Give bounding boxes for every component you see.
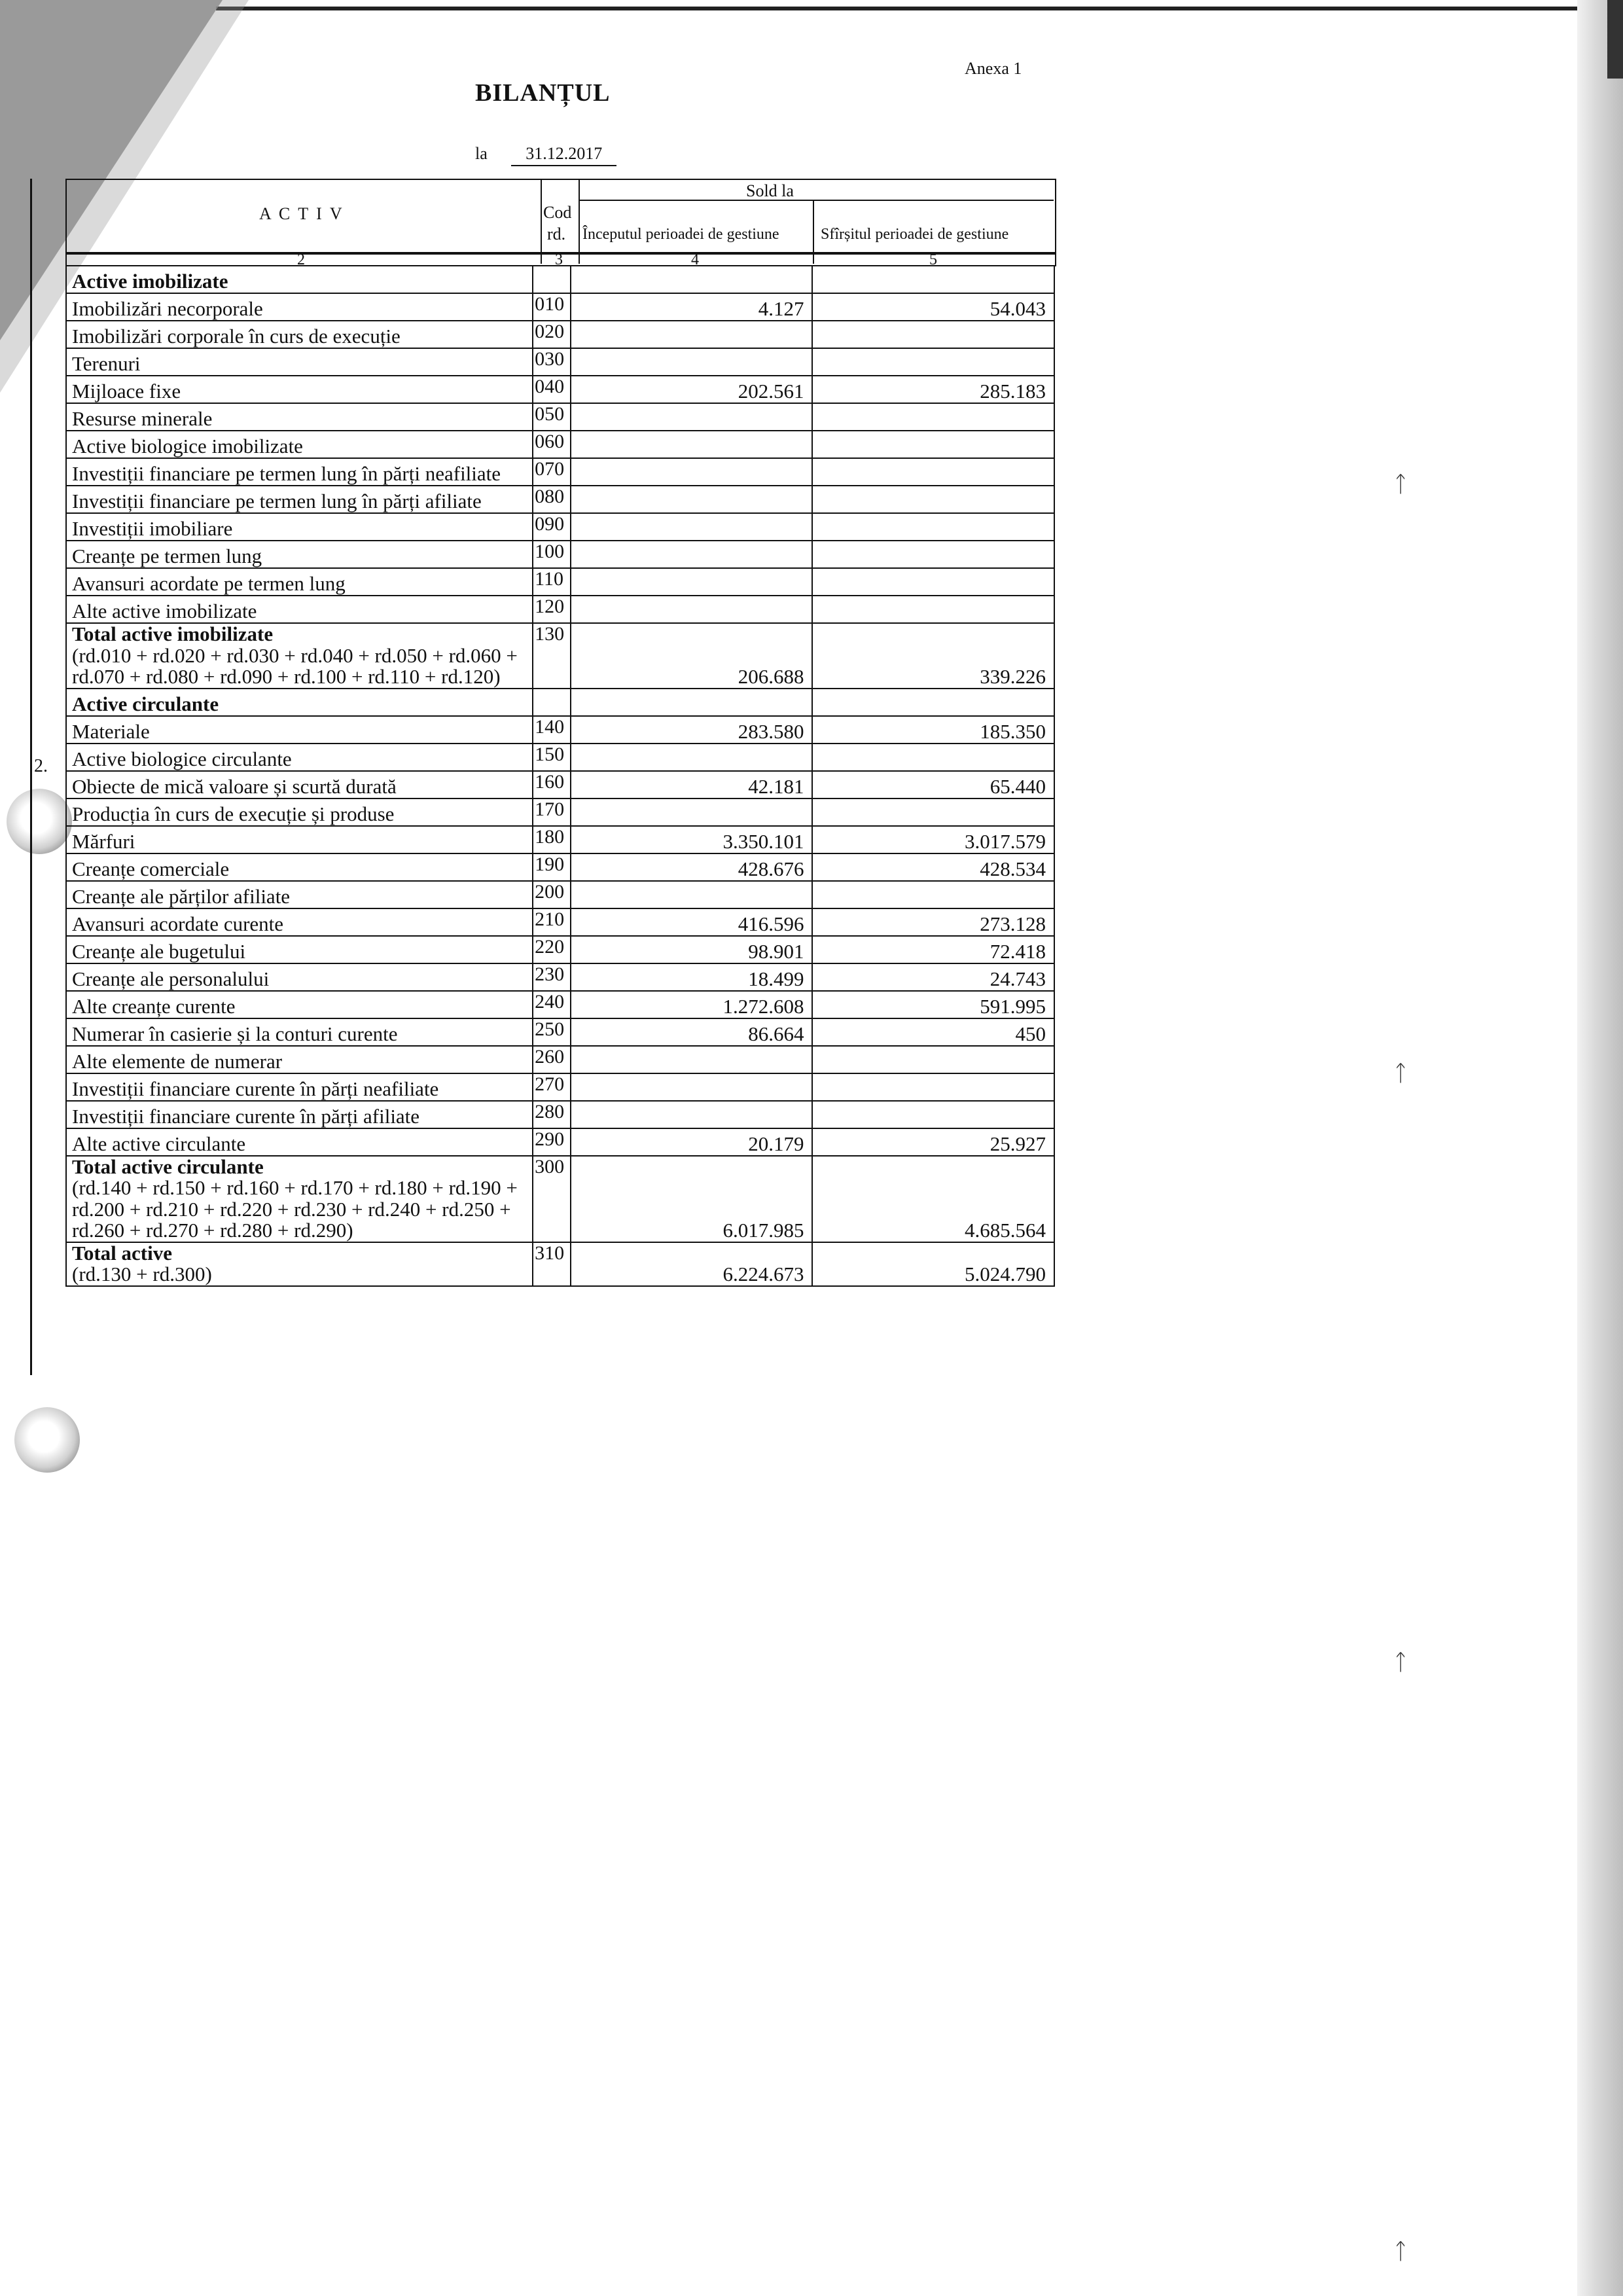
row-label: Producția în curs de execuție și produse [66,798,533,826]
row-code: 070 [533,458,571,486]
column-number-3: 3 [555,251,563,268]
table-row [66,963,1054,991]
table-row [66,486,1054,513]
row-code: 260 [533,1046,571,1073]
header-col-end: Sfîrșitul perioadei de gestiune [821,226,1009,243]
value-start [571,798,812,826]
value-end: 4.685.564 [812,1156,1054,1242]
row-label: Investiții imobiliare [66,513,533,541]
row-code: 010 [533,293,571,321]
row-label: Alte creanțe curente [66,991,533,1018]
row-code [533,266,571,293]
table-row [66,853,1054,881]
table-row [66,1101,1054,1128]
row-label: Resurse minerale [66,403,533,431]
section-row [66,689,1054,716]
row-label: Active circulante [66,689,533,716]
row-label: Creanțe comerciale [66,853,533,881]
value-end: 3.017.579 [812,826,1054,853]
value-end: 24.743 [812,963,1054,991]
value-start: 416.596 [571,908,812,936]
row-code: 240 [533,991,571,1018]
value-start [571,321,812,348]
value-start: 428.676 [571,853,812,881]
total-formula: (rd.140 + rd.150 + rd.160 + rd.170 + rd.180 + rd.190 + rd.200 + rd.210 + rd.220 + rd.230 + rd.240 + rd.250 + rd.260 + rd.270 + rd.280 + rd.290) [72,1176,518,1242]
row-label: Creanțe ale părților afiliate [66,881,533,908]
value-start: 6.017.985 [571,1156,812,1242]
header-sold-la: Sold la [746,181,794,200]
table-row [66,881,1054,908]
total-label: Total active circulante [72,1155,264,1178]
row-code: 250 [533,1018,571,1046]
value-end [812,1073,1054,1101]
row-code: 310 [533,1242,571,1286]
row-code: 290 [533,1128,571,1156]
table-left-border [30,179,32,1375]
row-code: 210 [533,908,571,936]
row-label: Alte elemente de numerar [66,1046,533,1073]
row-label: Materiale [66,716,533,744]
table-row [66,908,1054,936]
value-end: 25.927 [812,1128,1054,1156]
value-start [571,744,812,771]
date-prefix: la [475,144,488,163]
row-label: Alte active imobilizate [66,596,533,623]
header-divider-code [541,179,542,264]
value-end: 339.226 [812,623,1054,689]
value-start [571,1073,812,1101]
value-end [812,596,1054,623]
total-formula: (rd.130 + rd.300) [72,1263,212,1286]
value-start: 86.664 [571,1018,812,1046]
tick-mark: ᛏ [1394,1649,1408,1676]
value-start [571,1046,812,1073]
tick-mark: ᛏ [1394,1060,1408,1086]
header-sold-underline [579,200,1054,201]
value-end: 185.350 [812,716,1054,744]
value-end [812,541,1054,568]
value-start: 18.499 [571,963,812,991]
table-row [66,376,1054,403]
table-row [66,1018,1054,1046]
row-label [66,1156,533,1242]
section-row [66,266,1054,293]
table-row [66,716,1054,744]
table-row [66,321,1054,348]
value-start: 6.224.673 [571,1242,812,1286]
row-code: 090 [533,513,571,541]
row-code: 190 [533,853,571,881]
value-end [812,486,1054,513]
table-row [66,541,1054,568]
row-label: Active imobilizate [66,266,533,293]
row-code: 130 [533,623,571,689]
table-row [66,826,1054,853]
value-end [812,744,1054,771]
row-code: 060 [533,431,571,458]
header-rd: rd. [547,224,566,243]
row-code: 230 [533,963,571,991]
row-code: 110 [533,568,571,596]
table-row [66,403,1054,431]
column-number-4: 4 [691,251,699,268]
row-label: Active biologice imobilizate [66,431,533,458]
value-start: 283.580 [571,716,812,744]
row-code: 170 [533,798,571,826]
value-start: 42.181 [571,771,812,798]
row-label: Alte active circulante [66,1128,533,1156]
value-end: 72.418 [812,936,1054,963]
table-row [66,1073,1054,1101]
value-end [812,403,1054,431]
document-title: BILANȚUL [475,79,611,107]
total-row [66,1242,1054,1286]
value-start [571,541,812,568]
row-code: 280 [533,1101,571,1128]
column-number-5: 5 [929,251,937,268]
value-end [812,266,1054,293]
table-row [66,1128,1054,1156]
row-label: Creanțe ale bugetului [66,936,533,963]
table-row [66,513,1054,541]
value-start: 4.127 [571,293,812,321]
table-row [66,991,1054,1018]
value-start: 1.272.608 [571,991,812,1018]
row-code [533,689,571,716]
value-end: 591.995 [812,991,1054,1018]
row-code: 270 [533,1073,571,1101]
value-start [571,513,812,541]
table-row [66,936,1054,963]
table-row [66,568,1054,596]
balance-sheet-table [65,265,1055,1287]
value-start [571,431,812,458]
tick-mark: ᛏ [1394,2238,1408,2265]
value-end: 5.024.790 [812,1242,1054,1286]
table-row [66,293,1054,321]
value-start [571,881,812,908]
column-number-2: 2 [297,251,305,268]
value-start [571,348,812,376]
value-end [812,458,1054,486]
row-code: 180 [533,826,571,853]
date-row [475,144,616,166]
row-code: 300 [533,1156,571,1242]
total-row [66,623,1054,689]
value-end [812,881,1054,908]
header-divider-sold [579,179,580,264]
value-start [571,689,812,716]
value-end [812,321,1054,348]
annex-label: Anexa 1 [965,59,1022,78]
scan-top-edge [216,7,1623,10]
value-start: 3.350.101 [571,826,812,853]
row-code: 100 [533,541,571,568]
header-col-start: Începutul perioadei de gestiune [582,226,779,243]
row-label: Investiții financiare pe termen lung în părți afiliate [66,486,533,513]
header-cod: Cod [543,203,572,222]
row-code: 200 [533,881,571,908]
value-end [812,1101,1054,1128]
table-row [66,431,1054,458]
row-code: 220 [533,936,571,963]
scan-right-corner [1607,0,1623,79]
row-code: 030 [533,348,571,376]
value-end [812,513,1054,541]
value-end [812,348,1054,376]
total-label: Total active [72,1241,172,1265]
row-label: Terenuri [66,348,533,376]
row-code: 140 [533,716,571,744]
row-label: Mărfuri [66,826,533,853]
row-code: 050 [533,403,571,431]
row-label: Creanțe ale personalului [66,963,533,991]
value-end: 428.534 [812,853,1054,881]
row-code: 080 [533,486,571,513]
row-label: Avansuri acordate curente [66,908,533,936]
scan-right-edge [1577,0,1623,2296]
value-start [571,596,812,623]
row-label: Investiții financiare pe termen lung în părți neafiliate [66,458,533,486]
value-start [571,486,812,513]
table-row [66,458,1054,486]
header-activ: A C T I V [259,204,344,223]
value-end [812,568,1054,596]
table-row [66,744,1054,771]
row-code: 160 [533,771,571,798]
row-label: Creanțe pe termen lung [66,541,533,568]
row-code: 150 [533,744,571,771]
row-label: Imobilizări corporale în curs de execuție [66,321,533,348]
row-label: Imobilizări necorporale [66,293,533,321]
table-row [66,798,1054,826]
value-start [571,1101,812,1128]
value-end [812,1046,1054,1073]
row-label [66,1242,533,1286]
value-start: 206.688 [571,623,812,689]
table-row [66,596,1054,623]
row-code: 120 [533,596,571,623]
table-row [66,771,1054,798]
value-start: 20.179 [571,1128,812,1156]
table-row [66,1046,1054,1073]
value-start: 202.561 [571,376,812,403]
row-label: Avansuri acordate pe termen lung [66,568,533,596]
row-label: Obiecte de mică valoare și scurtă durată [66,771,533,798]
section-number-2: 2. [34,756,48,776]
punch-hole-lower [14,1407,80,1473]
value-start: 98.901 [571,936,812,963]
row-label: Mijloace fixe [66,376,533,403]
row-code: 020 [533,321,571,348]
report-date: 31.12.2017 [511,144,616,166]
row-code: 040 [533,376,571,403]
row-label: Investiții financiare curente în părți afiliate [66,1101,533,1128]
value-end: 54.043 [812,293,1054,321]
row-label: Numerar în casierie și la conturi curente [66,1018,533,1046]
row-label: Active biologice circulante [66,744,533,771]
row-label: Investiții financiare curente în părți neafiliate [66,1073,533,1101]
value-end [812,689,1054,716]
punch-hole-upper [7,789,72,854]
value-end [812,798,1054,826]
tick-mark: ᛏ [1394,471,1408,497]
value-start [571,403,812,431]
row-label [66,623,533,689]
value-end: 273.128 [812,908,1054,936]
value-end: 65.440 [812,771,1054,798]
total-row [66,1156,1054,1242]
value-end [812,431,1054,458]
total-formula: (rd.010 + rd.020 + rd.030 + rd.040 + rd.050 + rd.060 + rd.070 + rd.080 + rd.090 + rd.100 + rd.110 + rd.120) [72,643,518,689]
value-start [571,458,812,486]
value-start [571,266,812,293]
value-start [571,568,812,596]
total-label: Total active imobilizate [72,622,274,645]
value-end: 450 [812,1018,1054,1046]
value-end: 285.183 [812,376,1054,403]
table-row [66,348,1054,376]
